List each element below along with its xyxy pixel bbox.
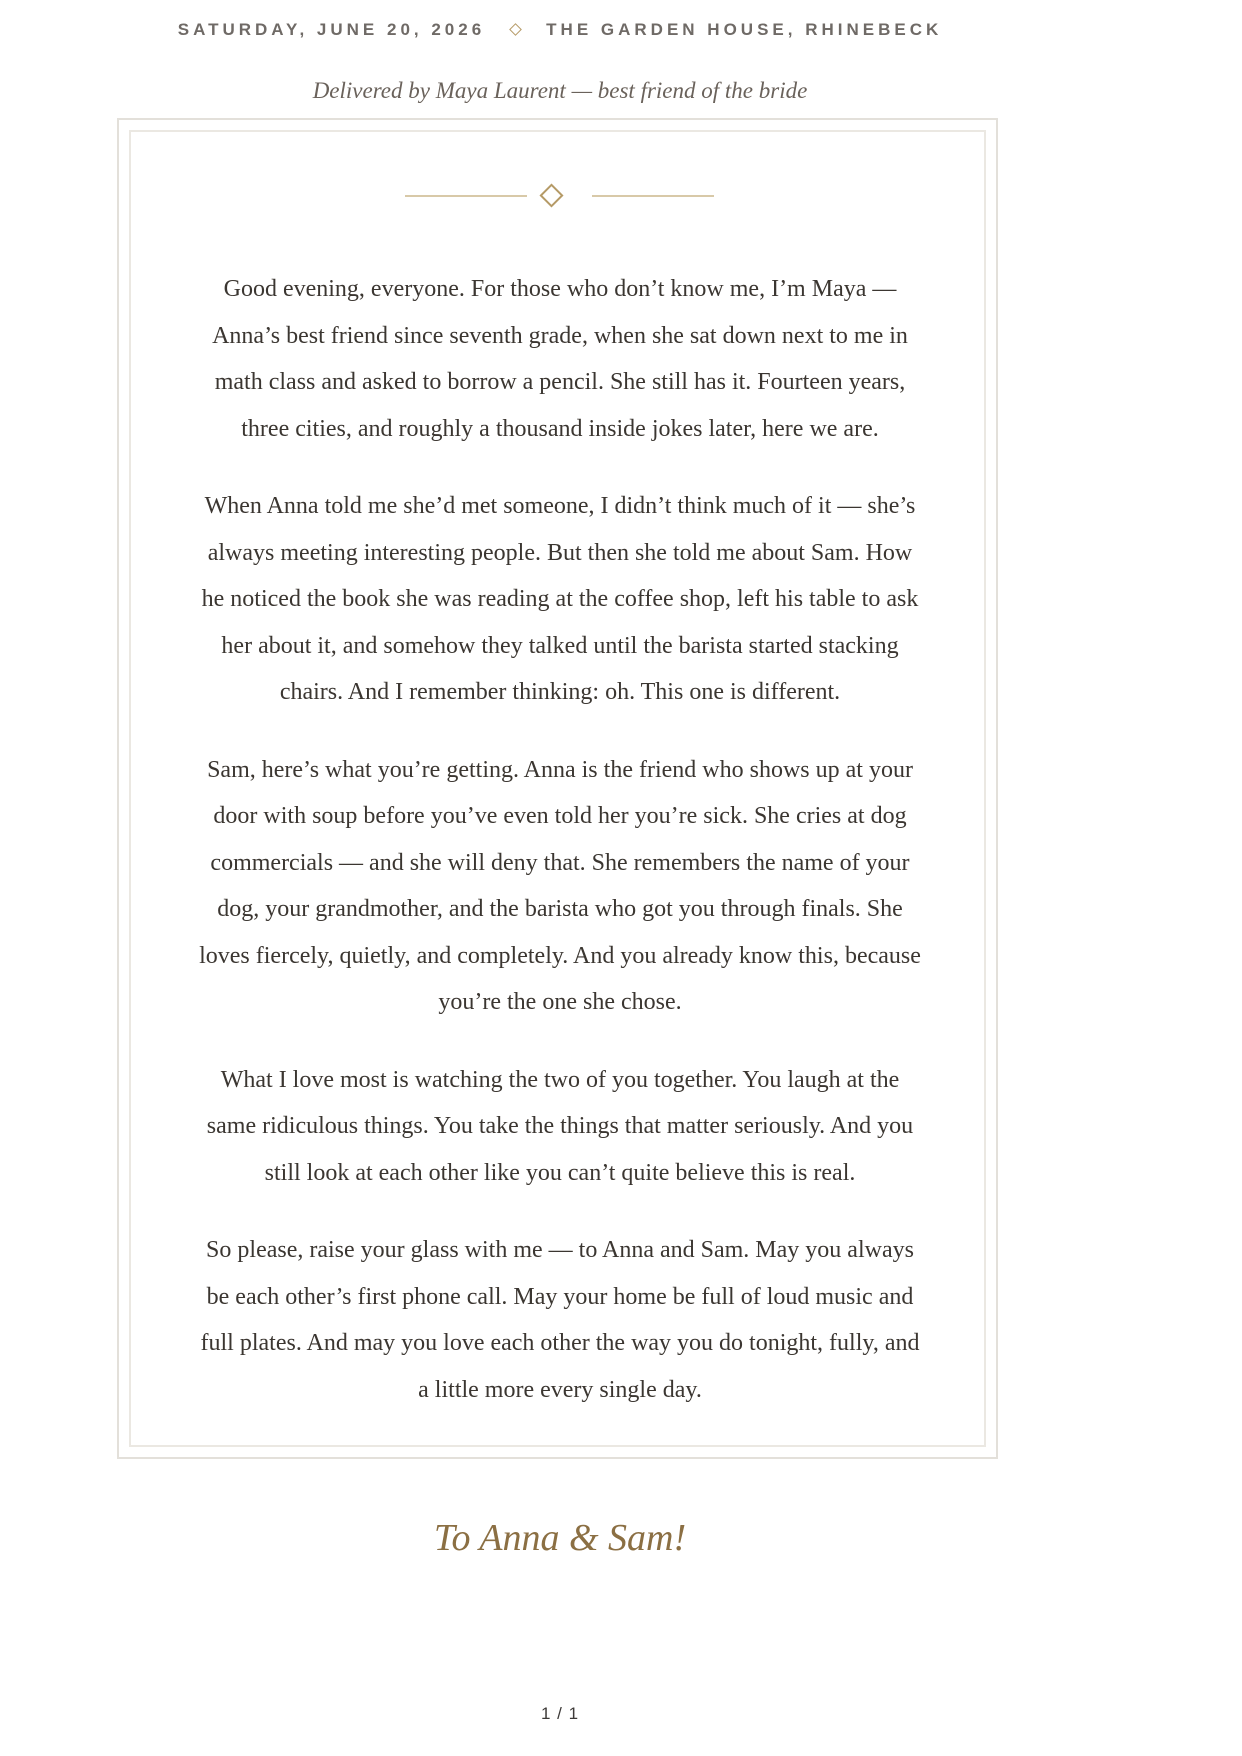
event-venue: THE GARDEN HOUSE, RHINEBECK: [546, 20, 943, 39]
diamond-icon: [509, 23, 522, 36]
speech-byline: Delivered by Maya Laurent — best friend of the bride: [312, 78, 808, 103]
speech-paragraph: What I love most is watching the two of you together. You laugh at the same ridiculous things. You take the things that matter seriously. And you still look at each other like you can’t quite believe this is real.: [206, 1066, 914, 1186]
speech-paragraph: When Anna told me she’d met someone, I didn’t think much of it — she’s always meeting interesting people. But then she told me about Sam. How he noticed the book she was reading at the coffee shop, left his table to ask her about it, and somehow they talked until the barista started stacking chairs. And I remember thinking: oh. This one is different.: [201, 493, 919, 705]
speech-paragraph: Good evening, everyone. For those who don’t know me, I’m Maya — Anna’s best friend since seventh grade, when she sat down next to me in math class and asked to borrow a pencil. She still has it. Fourteen years, three cities, and roughly a thousand inside jokes later, here we are.: [212, 276, 908, 442]
ornament-line-right: [592, 195, 714, 197]
speech-paragraph: So please, raise your glass with me — to Anna and Sam. May you always be each other’s first phone call. May your home be full of loud music and full plates. And may you love each other the way you do tonight, fully, and a little more every single day.: [200, 1237, 920, 1403]
event-date: SATURDAY, JUNE 20, 2026: [177, 20, 486, 39]
diamond-icon: [539, 183, 563, 207]
ornament-line-left: [405, 195, 527, 197]
ornament-divider: [400, 184, 720, 208]
page-indicator: 1 / 1: [540, 1704, 580, 1723]
speech-paragraph: Sam, here’s what you’re getting. Anna is the friend who shows up at your door with soup before you’ve even told her you’re sick. She cries at dog commercials — and she will deny that. She remembers the name of your dog, your grandmother, and the barista who got you through finals. She loves fiercely, quietly, and completely. And you already know this, because you’re the one she chose.: [199, 756, 921, 1015]
toast-closing: To Anna & Sam!: [433, 1517, 687, 1559]
speech-body: [195, 266, 925, 1444]
event-details: [0, 20, 1120, 40]
